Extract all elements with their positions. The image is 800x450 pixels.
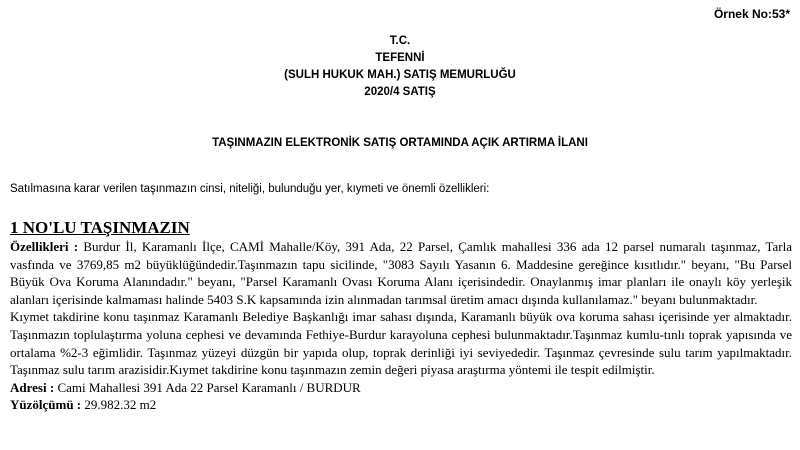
area-text: 29.982.32 m2 xyxy=(81,397,157,413)
features-label: Özellikleri : xyxy=(10,239,79,254)
property-section xyxy=(10,218,792,414)
document-header xyxy=(0,33,800,101)
features-paragraph xyxy=(10,238,792,308)
sample-number: Örnek No:53* xyxy=(713,7,790,21)
address-line xyxy=(10,379,792,397)
area-label: Yüzölçümü : xyxy=(10,397,82,413)
header-line-district: TEFENNİ xyxy=(375,52,425,64)
valuation-paragraph: Kıymet takdirine konu taşınmaz Karamanlı Belediye Başkanlığı imar sahası dışında, Karamanlı büyük ova koruma sahası içerisinde yer almaktadır. Taşınmazın toplulaştırma yoluna cephesi ve devamında Fethiye-Burdur karayoluna cephesi bulunmaktadır.Taşınmaz kumlu-tınlı toprak yapısında ve ortalama %2-3 eğimlidir. Taşınmaz yüzeyi düzgün bir yapıda olup, toprak derinliği iyi seviyededir. Taşınmaz çevresinde sulu tarım yapılmaktadır. Taşınmaz sulu tarım arazisidir.Kıymet takdirine konu taşınmazın zemin değeri piyasa araştırma yöntemi ile tespit edilmiştir. xyxy=(10,309,792,378)
header-line-office: (SULH HUKUK MAH.) SATIŞ MEMURLUĞU xyxy=(284,69,516,81)
property-title: 1 NO'LU TAŞINMAZIN xyxy=(10,218,190,237)
area-line xyxy=(10,396,792,414)
intro-text: Satılmasına karar verilen taşınmazın cinsi, niteliği, bulunduğu yer, kıymeti ve önemli özellikleri: xyxy=(10,183,490,195)
address-label: Adresi : xyxy=(10,379,55,395)
header-line-country: T.C. xyxy=(389,35,411,47)
address-text: Cami Mahallesi 391 Ada 22 Parsel Karamanlı / BURDUR xyxy=(54,379,361,395)
notice-title: TAŞINMAZIN ELEKTRONİK SATIŞ ORTAMINDA AÇIK ARTIRMA İLANI xyxy=(212,137,588,149)
header-line-case-number: 2020/4 SATIŞ xyxy=(364,86,436,98)
features-text: Burdur İl, Karamanlı İlçe, CAMİ Mahalle/Köy, 391 Ada, 22 Parsel, Çamlık mahallesi 336 ada 12 parsel numaralı taşınmaz, Tarla vasfında ve 3769,85 m2 büyüklüğündedir.Taşınmazın tapu sicilinde, "3083 Sayılı Yasanın 6. Maddesine gereğince kısıtlıdır." beyanı, "Bu Parsel Büyük Ova Koruma Alanındadır." beyanı, "Parsel Karamanlı Ovası Koruma Alanı içerisindedir. Onaylanmış imar planları ile onaylı köy yerleşik alanları içerisinde kalmaması halinde 5403 S.K kapsamında izin alınmadan tarımsal üretim amacı dışında kullanılamaz." beyanı bulunmaktadır. xyxy=(10,239,792,307)
